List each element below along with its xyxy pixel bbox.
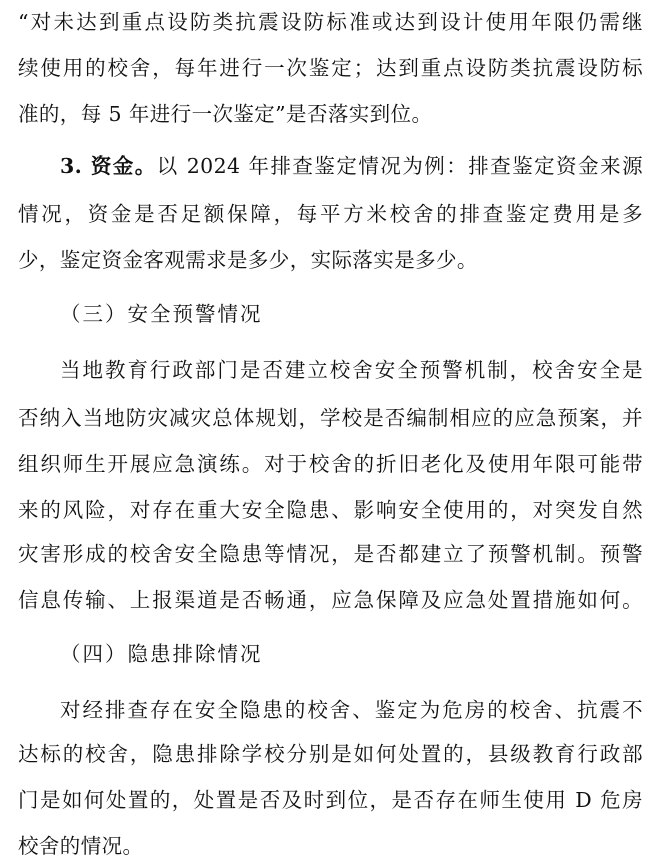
paragraph-line: 续使用的校舍，每年进行一次鉴定；达到重点设防类抗震设防标 xyxy=(18,56,643,80)
paragraph-text: 以 2024 年排查鉴定情况为例：排查鉴定资金来源 xyxy=(156,154,643,178)
paragraph-line: 对经排查存在安全隐患的校舍、鉴定为危房的校舍、抗震不 xyxy=(60,698,643,722)
section-heading: （四）隐患排除情况 xyxy=(60,642,263,666)
paragraph-line xyxy=(60,150,643,182)
paragraph-line: 达标的校舍，隐患排除学校分别是如何处置的，县级教育行政部 xyxy=(18,742,643,766)
paragraph-line: 情况，资金是否足额保障，每平方米校舍的排查鉴定费用是多 xyxy=(18,202,643,226)
paragraph-line: 来的风险，对存在重大安全隐患、影响安全使用的，对突发自然 xyxy=(18,498,643,522)
paragraph-line: 组织师生开展应急演练。对于校舍的折旧老化及使用年限可能带 xyxy=(18,452,643,476)
item-heading: 3. 资金。 xyxy=(60,154,157,178)
paragraph-line: 校舍的情况。 xyxy=(18,834,144,858)
paragraph-line: 少，鉴定资金客观需求是多少，实际落实是多少。 xyxy=(18,248,478,272)
paragraph-line: 当地教育行政部门是否建立校舍安全预警机制，校舍安全是 xyxy=(60,358,643,382)
paragraph-line: 门是如何处置的，处置是否及时到位，是否存在师生使用 D 危房 xyxy=(18,788,643,812)
paragraph-line: 准的，每 5 年进行一次鉴定”是否落实到位。 xyxy=(18,102,433,126)
section-heading: （三）安全预警情况 xyxy=(60,302,263,326)
paragraph-line: 灾害形成的校舍安全隐患等情况，是否都建立了预警机制。预警 xyxy=(18,542,643,566)
paragraph-line: 信息传输、上报渠道是否畅通，应急保障及应急处置措施如何。 xyxy=(18,588,643,612)
paragraph-line: 否纳入当地防灾减灾总体规划，学校是否编制相应的应急预案，并 xyxy=(18,406,643,430)
paragraph-line: “对未达到重点设防类抗震设防标准或达到设计使用年限仍需继 xyxy=(18,10,643,34)
